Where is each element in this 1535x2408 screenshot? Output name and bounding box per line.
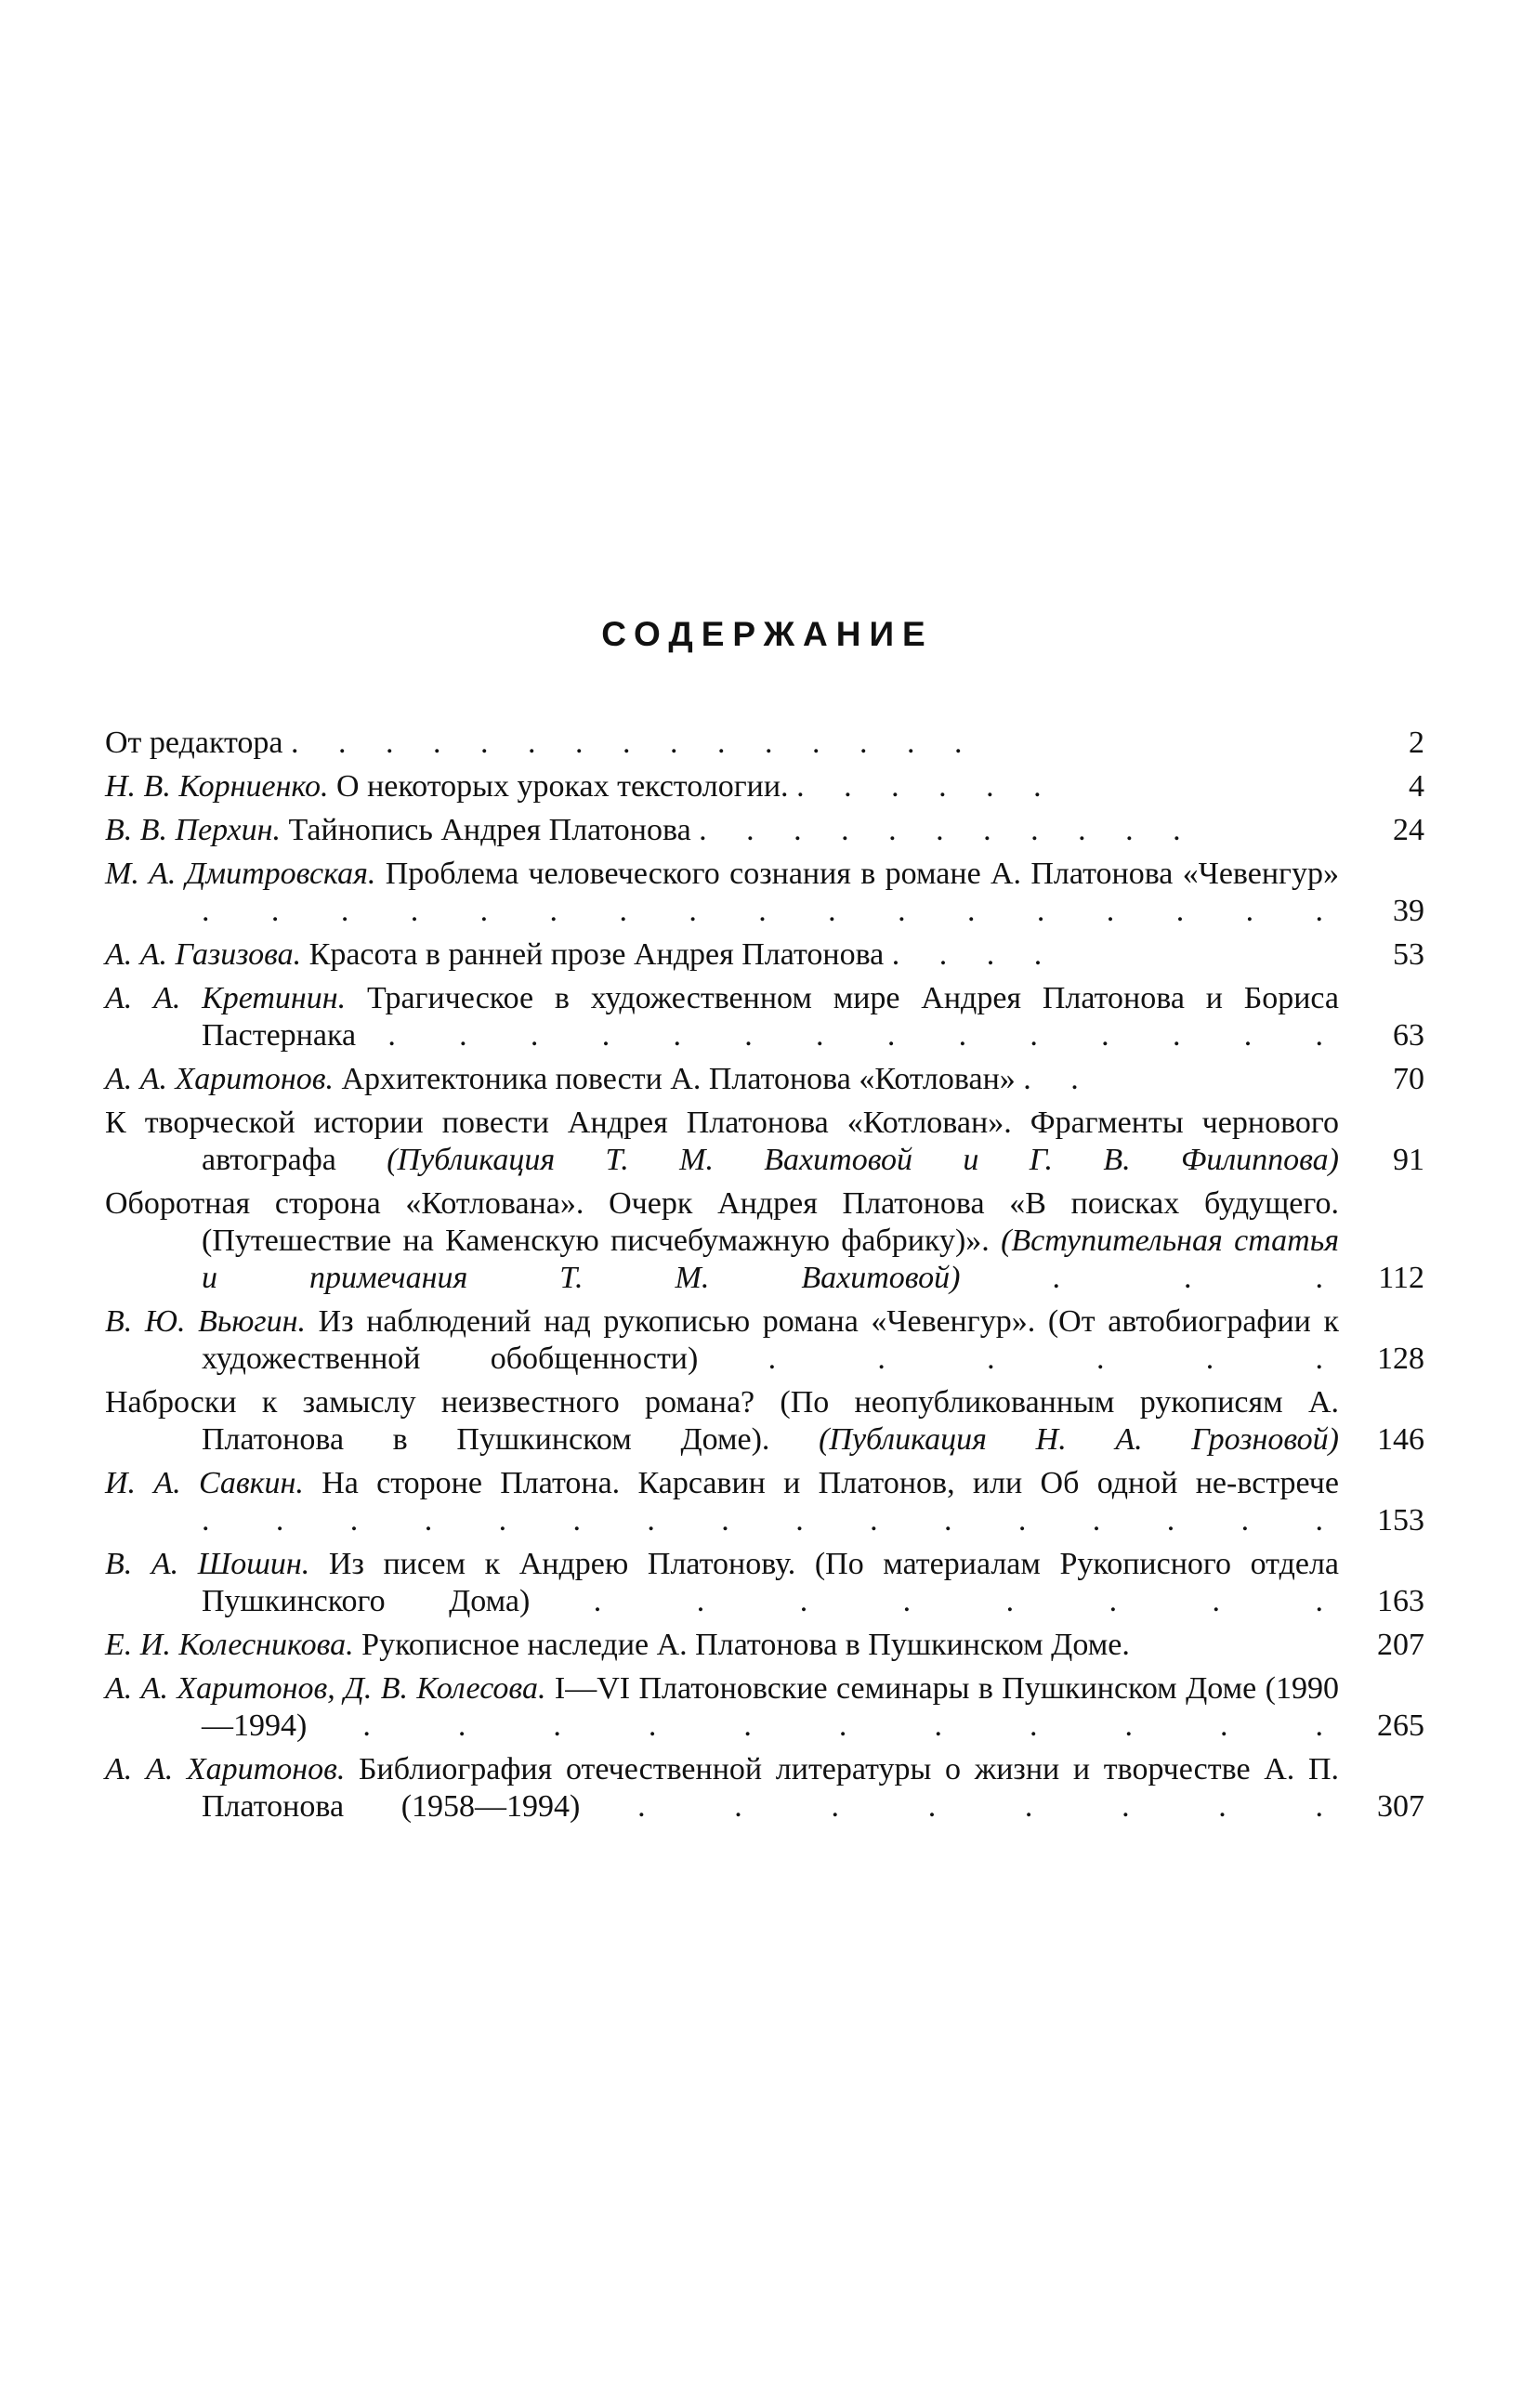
- entry-text: [105, 1670, 1339, 1745]
- entry-text: [105, 856, 1339, 930]
- entry-text: [105, 1751, 1339, 1826]
- leader-dots: . . . . . . . . . . .: [699, 813, 1197, 847]
- entry-title: Рукописное наследие А. Платонова в Пушкинском Доме.: [361, 1628, 1130, 1662]
- entry-page-number: 265: [1377, 1708, 1424, 1743]
- table-of-contents: [105, 725, 1424, 1832]
- entry-title: Из наблюдений над рукописью романа «Чевенгур». (От автобиографии к художественной обобщенности): [202, 1304, 1339, 1376]
- entry-author: В. В. Перхин.: [105, 813, 281, 847]
- entry-author: А. А. Харитонов.: [105, 1752, 346, 1786]
- entry-page-number: 163: [1377, 1584, 1424, 1618]
- toc-entry: [105, 1185, 1424, 1297]
- entry-text: [105, 1061, 1339, 1098]
- entry-title: На стороне Платона. Карсавин и Платонов, или Об одной не-встрече: [321, 1466, 1339, 1500]
- entry-text: [105, 1627, 1339, 1664]
- leader-dots: . . .: [1052, 1261, 1340, 1295]
- entry-title: Оборотная сторона «Котлована». Очерк Андрея Платонова «В поисках будущего. (Путешествие на Каменскую писчебумажную фабрику)».: [105, 1186, 1339, 1258]
- entry-title: К творческой истории повести Андрея Платонова «Котлован». Фрагменты чернового автографа: [105, 1106, 1339, 1177]
- entry-author: А. А. Кретинин.: [105, 981, 347, 1015]
- toc-entry: [105, 1384, 1424, 1459]
- entry-author: В. А. Шошин.: [105, 1547, 310, 1581]
- leader-dots: . . . . . . . . . . . . . .: [387, 1018, 1340, 1053]
- leader-dots: . . . . . . . .: [593, 1584, 1340, 1618]
- leader-dots: . . . .: [891, 937, 1058, 972]
- toc-entry: [105, 856, 1424, 930]
- entry-page-number: 53: [1393, 937, 1424, 972]
- entry-title: Тайнопись Андрея Платонова: [288, 813, 691, 847]
- toc-entry: [105, 812, 1424, 849]
- toc-entry: [105, 1105, 1424, 1179]
- entry-text: [105, 1185, 1339, 1297]
- toc-entry: [105, 1546, 1424, 1620]
- entry-editor-note: (Публикация Н. А. Грозновой): [819, 1422, 1339, 1457]
- entry-title: I—VI Платоновские семинары в Пушкинском Доме (1990—1994): [202, 1671, 1339, 1743]
- toc-heading: СОДЕРЖАНИЕ: [601, 615, 934, 653]
- entry-author: Е. И. Колесникова.: [105, 1628, 354, 1662]
- entry-title: Наброски к замыслу неизвестного романа? (По неопубликованным рукописям А. Платонова в Пушкинском Доме).: [105, 1385, 1339, 1457]
- entry-text: [105, 812, 1339, 849]
- entry-author: В. Ю. Вьюгин.: [105, 1304, 306, 1339]
- entry-editor-note: (Публикация Т. М. Вахитовой и Г. В. Филиппова): [387, 1143, 1339, 1177]
- entry-title: Библиография отечественной литературы о жизни и творчестве А. П. Платонова (1958—1994): [202, 1752, 1339, 1824]
- entry-editor-note: (Вступительная статья и примечания Т. М. Вахитовой): [202, 1224, 1340, 1295]
- entry-text: [105, 1105, 1339, 1179]
- entry-text: [105, 1546, 1339, 1620]
- toc-entry: [105, 980, 1424, 1054]
- entry-title: Архитектоника повести А. Платонова «Котлован»: [341, 1062, 1016, 1096]
- leader-dots: . . . . . . . . . . . . . . .: [291, 726, 978, 760]
- entry-text: [105, 1384, 1339, 1459]
- leader-dots: . . . . . . . . . . . . . . . . .: [202, 894, 1339, 928]
- leader-dots: . . . . . .: [796, 769, 1057, 804]
- leader-dots: . . . . . . . . . . .: [362, 1708, 1339, 1743]
- leader-dots: . . . . . . . .: [637, 1789, 1340, 1824]
- entry-page-number: 128: [1377, 1341, 1424, 1376]
- entry-page-number: 307: [1377, 1789, 1424, 1824]
- entry-page-number: 146: [1377, 1422, 1424, 1457]
- entry-author: Н. В. Корниенко.: [105, 769, 329, 804]
- entry-page-number: 207: [1377, 1628, 1424, 1662]
- toc-entry: [105, 1061, 1424, 1098]
- toc-entry: [105, 1303, 1424, 1378]
- entry-author: И. А. Савкин.: [105, 1466, 304, 1500]
- entry-author: А. А. Харитонов.: [105, 1062, 334, 1096]
- entry-page-number: 39: [1393, 894, 1424, 928]
- toc-entry: [105, 725, 1424, 762]
- toc-entry: [105, 1465, 1424, 1539]
- leader-dots: . . . . . .: [768, 1341, 1339, 1376]
- toc-entry: [105, 768, 1424, 805]
- entry-title: Из писем к Андрею Платонову. (По материалам Рукописного отдела Пушкинского Дома): [202, 1547, 1340, 1618]
- entry-author: А. А. Харитонов, Д. В. Колесова.: [105, 1671, 546, 1706]
- entry-text: [105, 936, 1339, 974]
- entry-text: [105, 768, 1339, 805]
- entry-page-number: 153: [1377, 1503, 1424, 1538]
- entry-title: О некоторых уроках текстологии.: [336, 769, 789, 804]
- entry-text: [105, 725, 1339, 762]
- entry-page-number: 2: [1409, 726, 1424, 760]
- toc-entry: [105, 1627, 1424, 1664]
- entry-title: Проблема человеческого сознания в романе А. Платонова «Чевенгур»: [385, 857, 1339, 891]
- entry-page-number: 63: [1393, 1018, 1424, 1053]
- toc-entry: [105, 1751, 1424, 1826]
- entry-title: От редактора: [105, 726, 283, 760]
- entry-title: Трагическое в художественном мире Андрея Платонова и Бориса Пастернака: [202, 981, 1340, 1053]
- toc-entry: [105, 1670, 1424, 1745]
- entry-page-number: 112: [1378, 1261, 1424, 1295]
- toc-entry: [105, 936, 1424, 974]
- entry-author: М. А. Дмитровская.: [105, 857, 376, 891]
- entry-page-number: 70: [1393, 1062, 1424, 1096]
- entry-page-number: 4: [1409, 769, 1424, 804]
- entry-title: Красота в ранней прозе Андрея Платонова: [308, 937, 885, 972]
- entry-text: [105, 1465, 1339, 1539]
- entry-page-number: 91: [1393, 1143, 1424, 1177]
- leader-dots: . . . . . . . . . . . . . . . .: [202, 1503, 1339, 1538]
- entry-page-number: 24: [1393, 813, 1424, 847]
- entry-author: А. А. Газизова.: [105, 937, 302, 972]
- entry-text: [105, 1303, 1339, 1378]
- entry-text: [105, 980, 1339, 1054]
- leader-dots: . .: [1023, 1062, 1095, 1096]
